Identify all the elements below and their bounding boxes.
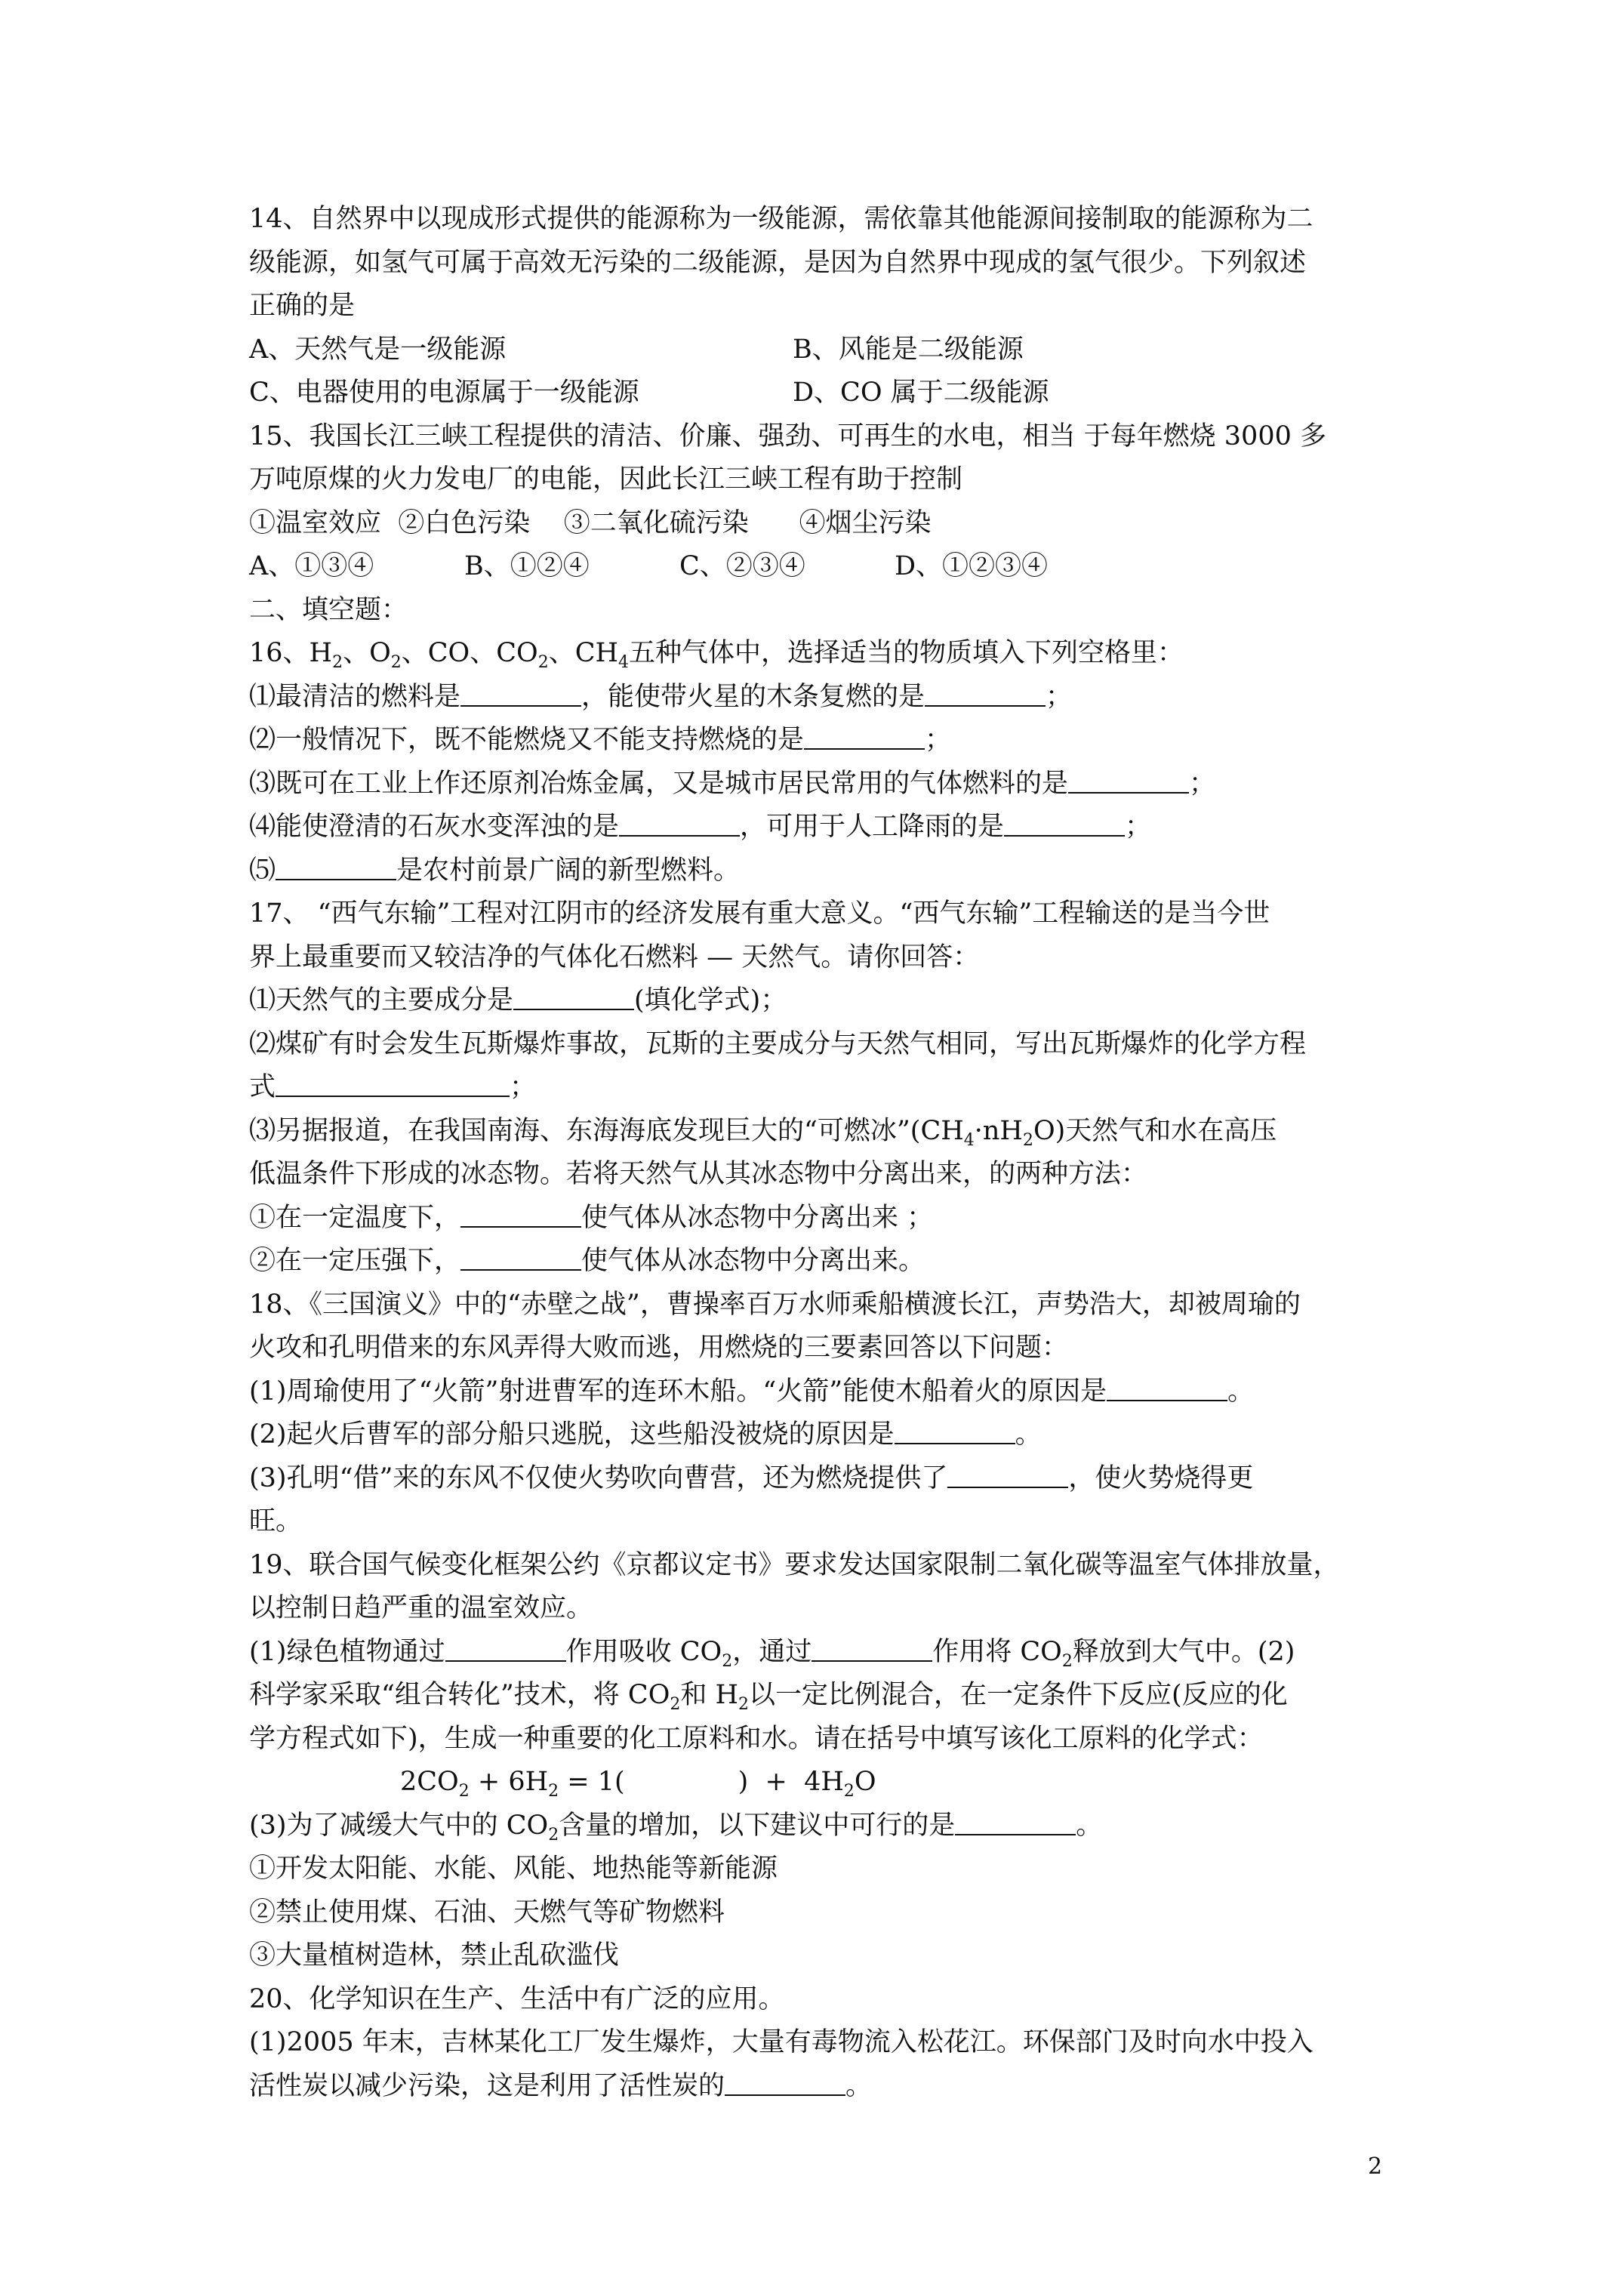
page-number: 2 <box>1368 2153 1383 2180</box>
q14-options-ab <box>249 328 1404 372</box>
q19-suggestion-3: ③大量植树造林，禁止乱砍滥伐 <box>249 1940 620 1971</box>
answer-blank[interactable] <box>804 720 925 750</box>
q17-line2: 界上最重要而又较洁净的气体化石燃料 — 天然气。请你回答： <box>249 942 980 972</box>
q19-line2: 以控制日趋严重的温室效应。 <box>249 1593 593 1623</box>
q20-part1a: (1)2005 年末，吉林某化工厂发生爆炸，大量有毒物流入松花江。环保部门及时向水中投入 <box>249 2027 1313 2057</box>
q14-option-d: D、CO 属于二级能源 <box>793 378 1049 408</box>
q17-method1: ①在一定温度下， 使气体从冰态物中分离出来 ； <box>249 1197 1404 1240</box>
q15-line2: 万吨原煤的火力发电厂的电能，因此长江三峡工程有助于控制 <box>249 464 963 495</box>
q18-line1: 18、《三国演义》中的“赤壁之战”，曹操率百万水师乘船横渡长江，声势浩大，却被周瑜的 <box>249 1289 1301 1320</box>
answer-blank[interactable] <box>725 2066 845 2096</box>
q16-part3: ⑶既可在工业上作还原剂冶炼金属，又是城市居民常用的气体燃料的是 ； <box>249 763 1404 806</box>
q19-suggestion-1: ①开发太阳能、水能、风能、地热能等新能源 <box>249 1854 778 1884</box>
q16-part2: ⑵一般情况下，既不能燃烧又不能支持燃烧的是 ； <box>249 719 1404 763</box>
q15-line1: 15、我国长江三峡工程提供的清洁、价廉、强劲、可再生的水电，相当 于每年燃烧 3000 多 <box>249 421 1326 451</box>
q17-part2a: ⑵煤矿有时会发生瓦斯爆炸事故，瓦斯的主要成分与天然气相同，写出瓦斯爆炸的化学方程 <box>249 1028 1307 1059</box>
answer-blank[interactable] <box>513 980 634 1010</box>
q18-part2: (2)起火后曹军的部分船只逃脱，这些船没被烧的原因是 。 <box>249 1413 1404 1457</box>
q17-part1: ⑴天然气的主要成分是 (填化学式)； <box>249 979 1404 1023</box>
answer-blank[interactable] <box>895 1414 1015 1444</box>
page-content <box>249 198 1404 2108</box>
q15-option-b: B、①②④ <box>464 551 590 581</box>
q20-line1: 20、化学知识在生产、生活中有广泛的应用。 <box>249 1983 785 2014</box>
q17-part2b: 式 ； <box>249 1066 1404 1110</box>
q19-part3: (3)为了减缓大气中的 $CO_2$含量的增加，以下建议中可行的是 。 <box>249 1804 1404 1848</box>
answer-blank[interactable] <box>925 676 1046 707</box>
q17-part3a: ⑶另据报道，在我国南海、东海海底发现巨大的“可燃冰$”(CH_4\cdot nH_2O)$天然气和水在高压 <box>249 1115 1277 1150</box>
answer-blank[interactable] <box>276 850 396 880</box>
answer-blank[interactable] <box>460 676 581 707</box>
q15-items: ①温室效应 ②白色污染 ③二氧化硫污染 ④烟尘污染 <box>249 507 932 538</box>
answer-blank[interactable] <box>460 1240 581 1271</box>
q19-suggestion-2: ②禁止使用煤、石油、天燃气等矿物燃料 <box>249 1897 725 1928</box>
answer-blank[interactable] <box>445 1632 566 1662</box>
section-heading: 二、填空题： <box>249 594 408 625</box>
q19-line1: 19、联合国气候变化框架公约《京都议定书》要求发达国家限制二氧化碳等温室气体排放量， <box>249 1549 1340 1580</box>
q14-option-b: B、风能是二级能源 <box>793 334 1024 365</box>
q16-part4: ⑷能使澄清的石灰水变浑浊的是 ，可用于人工降雨的是 ； <box>249 806 1404 849</box>
q17-part3b: 低温条件下形成的冰态物。若将天然气从其冰态物中分离出来，的两种方法： <box>249 1159 1148 1189</box>
q17-line1: 17、 “西气东输”工程对江阴市的经济发展有重大意义。“西气东输”工程输送的是当今世 <box>249 898 1270 929</box>
answer-blank[interactable] <box>1068 763 1189 794</box>
q14-option-c: C、电器使用的电源属于一级能源 <box>249 378 639 408</box>
answer-blank[interactable] <box>812 1632 932 1662</box>
q15-option-a: A、①③④ <box>249 551 374 581</box>
answer-blank[interactable] <box>460 1197 581 1228</box>
q16-intro: 16、$H_2$、$O_2$、CO、$CO_2$、$CH_4$五种气体中，选择适当的物质填入下列空格里： <box>249 638 1184 672</box>
q14-line1: 14、自然界中以现成形式提供的能源称为一级能源，需依靠其他能源间接制取的能源称为二 <box>249 204 1313 234</box>
q14-options-cd <box>249 371 1404 415</box>
q14-option-a: A、天然气是一级能源 <box>249 334 507 365</box>
q18-line2: 火攻和孔明借来的东风弄得大败而逃，用燃烧的三要素回答以下问题： <box>249 1333 1069 1363</box>
q14-line2: 级能源，如氢气可属于高效无污染的二级能源，是因为自然界中现成的氢气很少。下列叙述 <box>249 247 1307 278</box>
q18-part3: (3)孔明“借”来的东风不仅使火势吹向曹营，还为燃烧提供了 ，使火势烧得更 <box>249 1457 1404 1501</box>
q18-part3-cont: 旺。 <box>249 1506 303 1536</box>
q16-part1: ⑴最清洁的燃料是 ，能使带火星的木条复燃的是 ； <box>249 676 1404 720</box>
answer-blank[interactable] <box>955 1805 1076 1835</box>
q19-equation: $2CO_2 + 6H_2 = 1$( ) + $4H_2O$ <box>400 1767 876 1801</box>
q19-part2b: 学方程式如下)，生成一种重要的化工原料和水。请在括号中填写该化工原料的化学式： <box>249 1723 1264 1754</box>
q15-options <box>249 545 1404 589</box>
q20-part1b: 活性炭以减少污染，这是利用了活性炭的 。 <box>249 2065 1404 2109</box>
q19-part2a: 科学家采取“组合转化”技术，将 $CO_2$和 $H_2$以一定比例混合，在一定条件下反应(反应的化 <box>249 1680 1288 1714</box>
q16-part5: ⑸ 是农村前景广阔的新型燃料。 <box>249 849 1404 893</box>
q17-method2: ②在一定压强下， 使气体从冰态物中分离出来。 <box>249 1240 1404 1284</box>
q15-option-c: C、②③④ <box>679 551 805 581</box>
answer-blank[interactable] <box>276 1067 510 1097</box>
q15-option-d: D、①②③④ <box>895 551 1049 581</box>
answer-blank[interactable] <box>619 806 740 837</box>
answer-blank[interactable] <box>947 1458 1068 1488</box>
q19-part1: (1)绿色植物通过 作用吸收 $CO_2$，通过 作用将 $CO_2$释放到大气中。(2) <box>249 1631 1404 1675</box>
q14-line3: 正确的是 <box>249 291 356 321</box>
answer-blank[interactable] <box>1107 1371 1227 1401</box>
q18-part1: (1)周瑜使用了“火箭”射进曹军的连环木船。“火箭”能使木船着火的原因是 。 <box>249 1370 1404 1414</box>
answer-blank[interactable] <box>1004 806 1125 837</box>
